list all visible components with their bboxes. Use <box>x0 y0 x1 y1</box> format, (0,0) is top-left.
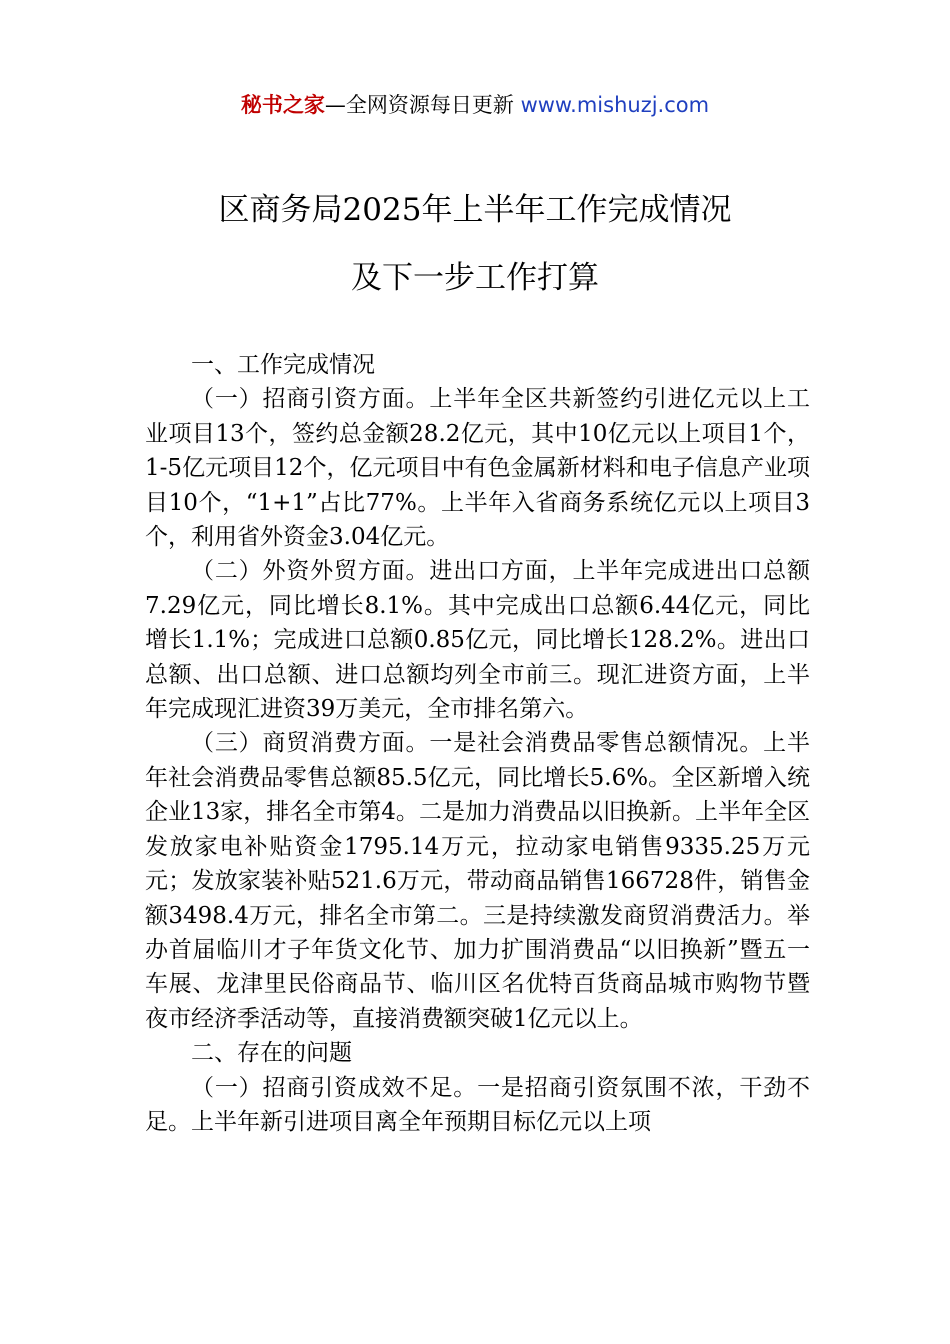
site-url-link[interactable]: www.mishuzj.com <box>520 93 710 117</box>
document-title-line-2: 及下一步工作打算 <box>351 260 599 296</box>
paragraph-consumption: （三）商贸消费方面。一是社会消费品零售总额情况。上半年社会消费品零售总额85.5亿元，同比增长5.6%。全区新增入统企业13家，排名全市第4。二是加力消费品以旧换新。上半年全区发放家电补贴资金1795.14万元，拉动家电销售9335.25万元元；发放家装补贴521.6万元，带动商品销售166728件，销售金额3498.4万元，排名全市第二。三是持续激发商贸消费活力。举办首届临川才子年货文化节、加力扩围消费品“以旧换新”暨五一车展、龙津里民俗商品节、临川区名优特百货商品城市购物节暨夜市经济季活动等，直接消费额突破1亿元以上。 <box>145 730 810 1032</box>
section-heading-problems: 二、存在的问题 <box>191 1040 352 1067</box>
site-brand: 秘书之家 <box>240 93 325 117</box>
document-title-line-1: 区商务局2025年上半年工作完成情况 <box>218 192 732 228</box>
paragraph-investment: （一）招商引资方面。上半年全区共新签约引进亿元以上工业项目13个，签约总金额28.2亿元，其中10亿元以上项目1个，1-5亿元项目12个，亿元项目中有色金属新材料和电子信息产业项目10个，“1+1”占比77%。上半年入省商务系统亿元以上项目3个，利用省外资金3.04亿元。 <box>145 386 810 551</box>
paragraph-investment-problem: （一）招商引资成效不足。一是招商引资氛围不浓，干劲不足。上半年新引进项目离全年预期目标亿元以上项 <box>145 1074 810 1135</box>
site-tagline: —全网资源每日更新 <box>324 93 521 117</box>
site-header <box>0 88 950 122</box>
document-body <box>145 348 810 1139</box>
section-heading-achievements: 一、工作完成情况 <box>191 352 375 378</box>
paragraph-foreign-trade: （二）外资外贸方面。进出口方面，上半年完成进出口总额7.29亿元，同比增长8.1%。其中完成出口总额6.44亿元，同比增长1.1%；完成进口总额0.85亿元，同比增长128.2%。进出口总额、出口总额、进口总额均列全市前三。现汇进资方面，上半年完成现汇进资39万美元，全市排名第六。 <box>145 558 810 723</box>
